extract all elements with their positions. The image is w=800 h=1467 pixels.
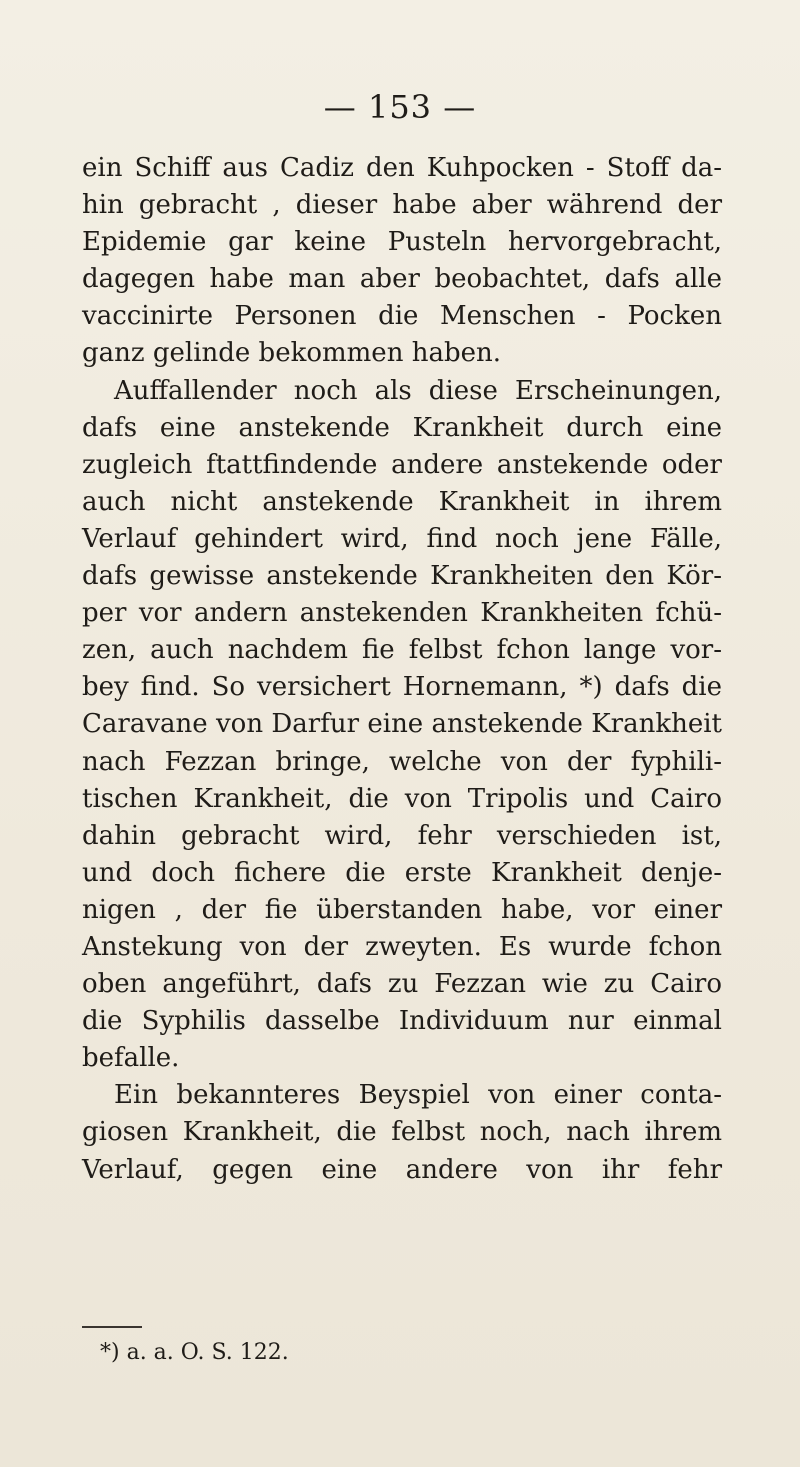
text-line: und doch fichere die erste Krankheit denje-: [82, 857, 722, 888]
body-text: [82, 150, 722, 1189]
text-line: ein Schiff aus Cadiz den Kuhpocken - Stoff da-: [82, 153, 722, 183]
text-line: befalle.: [82, 1043, 180, 1074]
text-line: Verlauf gehindert wird, find noch jene Fälle,: [82, 523, 722, 554]
text-line: Auffallender noch als diese Erscheinungen,: [114, 375, 722, 406]
text-line: dafs gewisse anstekende Krankheiten den Kör-: [82, 561, 722, 592]
text-line: auch nicht anstekende Krankheit in ihrem: [82, 486, 722, 517]
text-line: zen, auch nachdem fie felbst fchon lange vor-: [82, 635, 722, 666]
footnote-rule: [82, 1326, 142, 1328]
text-line: Epidemie gar keine Pusteln hervorgebracht,: [82, 227, 722, 258]
text-line: vaccinirte Personen die Menschen - Pocken: [82, 301, 722, 332]
text-line: oben angeführt, dafs zu Fezzan wie zu Cairo: [82, 969, 722, 1000]
text-line: Verlauf, gegen eine andere von ihr fehr: [82, 1154, 722, 1185]
text-line: per vor andern anstekenden Krankheiten fchü-: [82, 598, 722, 629]
footnote: *) a. a. O. S. 122.: [100, 1340, 289, 1365]
text-line: dafs eine anstekende Krankheit durch eine: [82, 412, 722, 443]
text-line: dagegen habe man aber beobachtet, dafs alle: [82, 264, 722, 295]
text-line: nigen , der fie überstanden habe, vor einer: [82, 894, 722, 925]
text-line: zugleich ftattfindende andere anstekende oder: [82, 449, 722, 480]
text-line: tischen Krankheit, die von Tripolis und Cairo: [82, 783, 722, 814]
text-line: hin gebracht , dieser habe aber während der: [82, 190, 722, 221]
text-line: die Syphilis dasselbe Individuum nur einmal: [82, 1006, 722, 1037]
text-line: dahin gebracht wird, fehr verschieden ist,: [82, 820, 722, 851]
text-line: ganz gelinde bekommen haben.: [82, 338, 501, 369]
text-line: giosen Krankheit, die felbst noch, nach ihrem: [82, 1117, 722, 1148]
text-line: nach Fezzan bringe, welche von der fyphili-: [82, 746, 722, 777]
page-number: — 153 —: [323, 88, 477, 126]
text-line: Caravane von Darfur eine anstekende Krankheit: [82, 709, 722, 740]
text-line: bey find. So versichert Hornemann, *) dafs die: [82, 672, 722, 703]
text-line: Anstekung von der zweyten. Es wurde fchon: [82, 931, 722, 962]
text-line: Ein bekannteres Beyspiel von einer conta-: [114, 1080, 722, 1111]
